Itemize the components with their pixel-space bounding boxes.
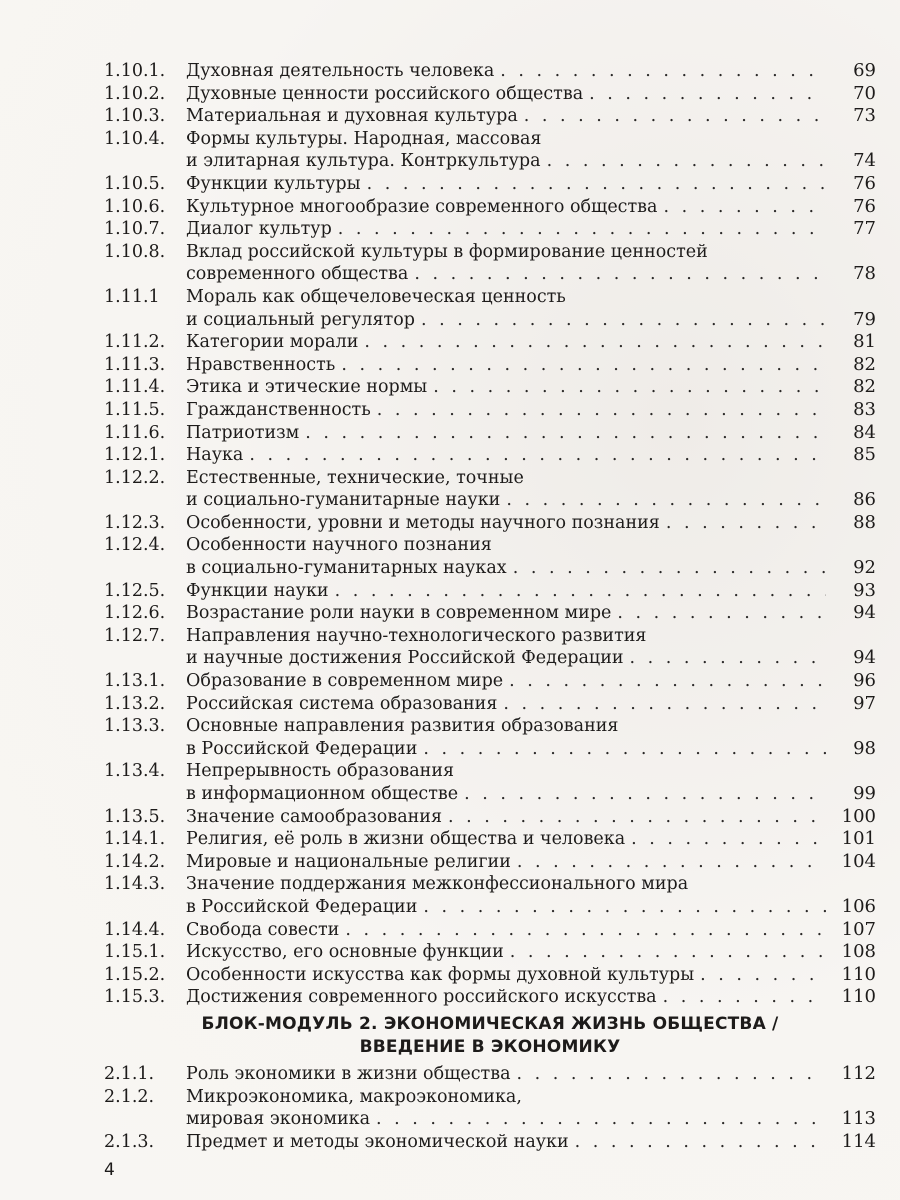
- dot-leader: [464, 783, 826, 806]
- toc-entry-page: 93: [853, 579, 876, 601]
- toc-entry-page: 84: [853, 421, 876, 443]
- dot-leader: [338, 218, 826, 241]
- toc-entry-page: 83: [853, 398, 876, 420]
- dot-leader: [666, 512, 826, 535]
- toc-entry-title: Функции науки: [186, 580, 329, 601]
- toc-entry-page: 86: [853, 489, 876, 511]
- toc-entry-number: 1.15.1.: [104, 942, 166, 963]
- toc-entry-page: 94: [853, 602, 876, 624]
- toc-entry-title: Свобода совести: [186, 919, 340, 940]
- toc-entry: [104, 1131, 876, 1154]
- toc-entry: [104, 241, 876, 286]
- toc-entry: [104, 354, 876, 377]
- toc-entry-title: Формы культуры. Народная, массовая: [186, 128, 542, 149]
- toc-entry: [104, 851, 876, 874]
- dot-leader: [249, 444, 826, 467]
- table-of-contents: [104, 60, 876, 1153]
- toc-entry-title-continuation: в информационном обществе: [186, 784, 459, 804]
- toc-entry-title: Особенности научного познания: [186, 535, 492, 556]
- toc-entry: [104, 760, 876, 805]
- toc-entry-title: Возрастание роли науки в современном мире: [186, 603, 612, 624]
- toc-entry-title-continuation: и элитарная культура. Контркультура: [186, 151, 541, 172]
- toc-entry-number: 1.15.2.: [104, 964, 166, 985]
- toc-entry-number: 1.14.4.: [104, 919, 166, 940]
- toc-entry-number: 2.1.2.: [104, 1086, 155, 1107]
- toc-entry-title: Естественные, технические, точные: [186, 467, 524, 488]
- toc-list-module-1: [104, 60, 876, 1009]
- toc-entry-number: 1.13.5.: [104, 806, 166, 827]
- dot-leader: [700, 964, 826, 987]
- dot-leader: [377, 399, 826, 422]
- toc-entry-page: 74: [853, 150, 876, 172]
- toc-entry: [104, 60, 876, 83]
- toc-entry: [104, 128, 876, 173]
- toc-entry-title-continuation: и социальный регулятор: [186, 309, 415, 330]
- toc-entry-page: 104: [841, 850, 876, 872]
- toc-entry-title: Мораль как общечеловеческая ценность: [186, 286, 566, 307]
- toc-entry-number: 1.13.2.: [104, 693, 166, 714]
- toc-entry-number: 1.10.7.: [104, 219, 166, 240]
- toc-entry-page: 76: [853, 172, 876, 194]
- toc-entry: [104, 534, 876, 579]
- dot-leader: [423, 896, 826, 919]
- toc-entry-number: 1.14.2.: [104, 851, 166, 872]
- toc-entry-title: Достижения современного российского искусства: [186, 987, 657, 1008]
- toc-entry: [104, 399, 876, 422]
- toc-entry-number: 1.10.2.: [104, 83, 166, 104]
- dot-leader: [575, 1131, 826, 1154]
- toc-entry: [104, 873, 876, 918]
- dot-leader: [305, 422, 826, 445]
- toc-entry-page: 97: [853, 692, 876, 714]
- toc-entry-title-continuation: и социально-гуманитарные науки: [186, 490, 501, 511]
- toc-entry-title: Предмет и методы экономической науки: [186, 1131, 569, 1152]
- toc-entry-title-continuation: и научные достижения Российской Федерации: [186, 648, 624, 669]
- toc-entry-number: 2.1.3.: [104, 1131, 155, 1152]
- toc-entry: [104, 1086, 876, 1131]
- dot-leader: [414, 263, 826, 286]
- block-heading-line1: БЛОК-МОДУЛЬ 2. ЭКОНОМИЧЕСКАЯ ЖИЗНЬ ОБЩЕСТВА /: [201, 1013, 779, 1034]
- dot-leader: [345, 919, 826, 942]
- toc-entry-page: 69: [853, 60, 876, 81]
- toc-entry-page: 77: [853, 218, 876, 240]
- toc-entry-title: Основные направления развития образования: [186, 716, 619, 737]
- page-number: 4: [104, 1160, 115, 1180]
- toc-entry: [104, 580, 876, 603]
- toc-entry: [104, 828, 876, 851]
- toc-entry: [104, 964, 876, 987]
- dot-leader: [367, 173, 826, 196]
- toc-entry-title: Направления научно-технологического развития: [186, 625, 647, 646]
- dot-leader: [547, 150, 826, 173]
- dot-leader: [517, 851, 826, 874]
- toc-entry-title: Мировые и национальные религии: [186, 851, 511, 872]
- toc-entry-page: 98: [853, 737, 876, 759]
- toc-entry-title: Функции культуры: [186, 173, 361, 194]
- dot-leader: [376, 1108, 826, 1131]
- toc-entry-number: 1.12.3.: [104, 512, 166, 533]
- toc-entry: [104, 986, 876, 1009]
- toc-entry-title-continuation: мировая экономика: [186, 1109, 371, 1130]
- toc-entry-number: 1.13.3.: [104, 716, 166, 737]
- toc-entry-number: 1.12.2.: [104, 467, 166, 488]
- toc-entry: [104, 331, 876, 354]
- toc-entry-page: 92: [853, 557, 876, 579]
- toc-entry-page: 99: [853, 783, 876, 804]
- toc-entry: [104, 625, 876, 670]
- toc-entry-number: 1.12.4.: [104, 535, 166, 556]
- toc-entry: [104, 1063, 876, 1086]
- toc-entry-title: Религия, её роль в жизни общества и человека: [186, 829, 626, 850]
- dot-leader: [448, 806, 826, 829]
- dot-leader: [364, 331, 826, 354]
- toc-entry-page: 100: [841, 805, 876, 827]
- block-heading-line2: ВВЕДЕНИЕ В ЭКОНОМИКУ: [359, 1036, 621, 1057]
- dot-leader: [500, 60, 826, 83]
- toc-entry-page: 110: [841, 963, 876, 985]
- toc-entry-number: 1.14.1.: [104, 829, 166, 850]
- toc-entry: [104, 444, 876, 467]
- toc-entry-number: 1.12.6.: [104, 603, 166, 624]
- toc-entry-page: 82: [853, 353, 876, 375]
- toc-entry-page: 81: [853, 331, 876, 353]
- toc-entry-number: 1.11.5.: [104, 399, 166, 420]
- toc-entry-title: Диалог культур: [186, 219, 332, 240]
- toc-entry: [104, 602, 876, 625]
- toc-entry-number: 1.10.1.: [104, 61, 166, 81]
- toc-entry-number: 1.13.4.: [104, 761, 166, 782]
- toc-entry-title: Патриотизм: [186, 422, 300, 443]
- toc-entry-title-continuation: в Российской Федерации: [186, 896, 418, 917]
- dot-leader: [341, 354, 826, 377]
- toc-entry-title: Значение поддержания межконфессионального мира: [186, 874, 689, 895]
- toc-entry-number: 1.12.1.: [104, 445, 166, 466]
- toc-entry: [104, 941, 876, 964]
- dot-leader: [433, 376, 826, 399]
- toc-entry-number: 1.10.8.: [104, 241, 166, 262]
- toc-entry-page: 88: [853, 511, 876, 533]
- dot-leader: [509, 670, 826, 693]
- toc-entry: [104, 806, 876, 829]
- toc-entry-page: 82: [853, 376, 876, 398]
- toc-entry-title: Искусство, его основные функции: [186, 942, 504, 963]
- toc-entry: [104, 670, 876, 693]
- toc-entry: [104, 218, 876, 241]
- toc-entry-number: 2.1.1.: [104, 1063, 155, 1084]
- toc-entry-title: Непрерывность образования: [186, 761, 455, 782]
- toc-entry-title: Категории морали: [186, 332, 359, 353]
- toc-entry: [104, 105, 876, 128]
- toc-entry-page: 94: [853, 647, 876, 669]
- dot-leader: [630, 647, 826, 670]
- toc-entry: [104, 467, 876, 512]
- dot-leader: [510, 941, 826, 964]
- toc-entry-title: Гражданственность: [186, 399, 371, 420]
- toc-entry-title-continuation: в Российской Федерации: [186, 738, 418, 759]
- toc-list-module-2: [104, 1063, 876, 1153]
- dot-leader: [589, 83, 826, 106]
- toc-entry-number: 1.12.5.: [104, 580, 166, 601]
- toc-entry-number: 1.11.3.: [104, 354, 166, 375]
- toc-entry: [104, 422, 876, 445]
- toc-entry: [104, 286, 876, 331]
- toc-entry-number: 1.10.4.: [104, 128, 166, 149]
- toc-entry-title: Этика и этические нормы: [186, 377, 428, 398]
- toc-entry: [104, 173, 876, 196]
- toc-entry-number: 1.11.1: [104, 286, 160, 307]
- dot-leader: [517, 1063, 826, 1086]
- block-heading: [104, 1013, 876, 1059]
- toc-entry-page: 106: [841, 895, 876, 917]
- toc-entry-title: Особенности, уровни и методы научного познания: [186, 512, 660, 533]
- toc-entry-title-continuation: современного общества: [186, 264, 409, 285]
- dot-leader: [503, 693, 826, 716]
- toc-entry-page: 114: [841, 1130, 876, 1152]
- toc-entry-page: 112: [841, 1062, 876, 1084]
- toc-entry-page: 73: [853, 105, 876, 127]
- toc-entry-page: 96: [853, 670, 876, 692]
- toc-entry-page: 79: [853, 308, 876, 330]
- toc-entry-number: 1.10.5.: [104, 173, 166, 194]
- toc-entry-title: Вклад российской культуры в формирование ценностей: [186, 241, 708, 262]
- toc-entry-title: Наука: [186, 445, 244, 466]
- toc-entry-page: 110: [841, 986, 876, 1008]
- toc-entry: [104, 83, 876, 106]
- toc-entry: [104, 715, 876, 760]
- toc-entry-title: Особенности искусства как формы духовной культуры: [186, 964, 695, 985]
- toc-entry-page: 76: [853, 195, 876, 217]
- toc-entry-page: 113: [841, 1108, 876, 1130]
- toc-entry-page: 108: [841, 941, 876, 963]
- toc-entry-title: Нравственность: [186, 354, 336, 375]
- toc-entry-page: 85: [853, 444, 876, 466]
- dot-leader: [524, 105, 826, 128]
- dot-leader: [423, 738, 826, 761]
- dot-leader: [513, 557, 826, 580]
- toc-entry-number: 1.10.6.: [104, 196, 166, 217]
- toc-entry-title: Духовные ценности российского общества: [186, 83, 584, 104]
- dot-leader: [617, 602, 826, 625]
- toc-entry-number: 1.11.2.: [104, 332, 166, 353]
- toc-entry-title: Значение самообразования: [186, 806, 442, 827]
- toc-entry-title: Культурное многообразие современного общества: [186, 196, 658, 217]
- toc-entry-page: 70: [853, 82, 876, 104]
- toc-entry-page: 101: [841, 828, 876, 850]
- toc-entry: [104, 196, 876, 219]
- toc-entry-title: Духовная деятельность человека: [186, 61, 495, 81]
- dot-leader: [663, 196, 826, 219]
- toc-entry-title: Материальная и духовная культура: [186, 106, 518, 127]
- toc-entry: [104, 376, 876, 399]
- toc-entry-title-continuation: в социально-гуманитарных науках: [186, 558, 507, 579]
- toc-entry-title: Образование в современном мире: [186, 671, 504, 692]
- toc-entry: [104, 919, 876, 942]
- toc-entry-page: 78: [853, 263, 876, 285]
- toc-entry-number: 1.14.3.: [104, 874, 166, 895]
- dot-leader: [421, 309, 826, 332]
- toc-entry-title: Микроэкономика, макроэкономика,: [186, 1086, 522, 1107]
- toc-entry-number: 1.11.6.: [104, 422, 166, 443]
- toc-entry-number: 1.15.3.: [104, 987, 166, 1008]
- toc-entry-number: 1.11.4.: [104, 377, 166, 398]
- toc-entry-page: 107: [841, 918, 876, 940]
- dot-leader: [631, 828, 826, 851]
- dot-leader: [663, 986, 826, 1009]
- toc-entry: [104, 512, 876, 535]
- toc-entry-number: 1.12.7.: [104, 625, 166, 646]
- toc-entry-title: Роль экономики в жизни общества: [186, 1063, 511, 1084]
- toc-entry: [104, 693, 876, 716]
- toc-entry-number: 1.10.3.: [104, 106, 166, 127]
- dot-leader: [506, 489, 826, 512]
- toc-entry-number: 1.13.1.: [104, 671, 166, 692]
- toc-entry-title: Российская система образования: [186, 693, 498, 714]
- dot-leader: [335, 580, 826, 603]
